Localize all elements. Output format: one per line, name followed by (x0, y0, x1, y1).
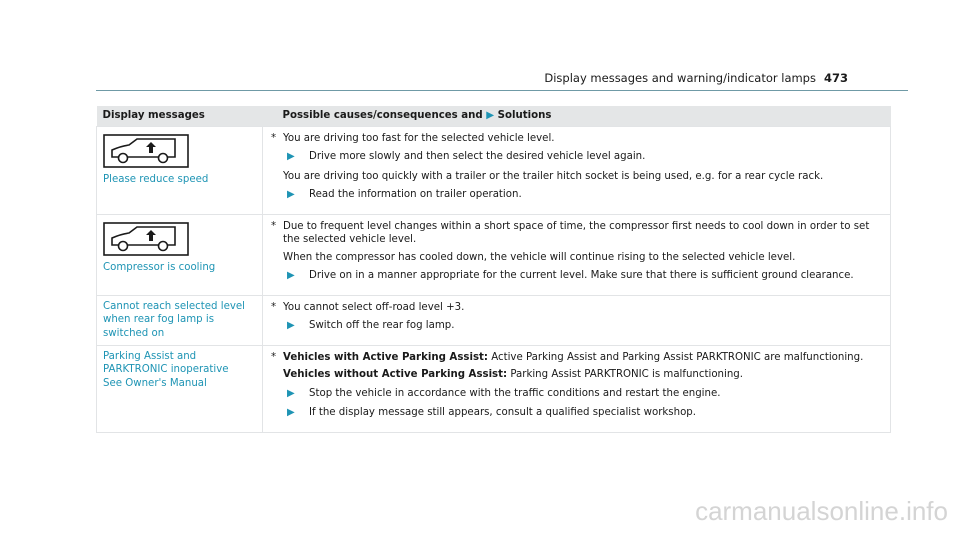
message-text: Please reduce speed (103, 174, 209, 185)
cause-label: Vehicles with Active Parking Assist: (283, 351, 488, 363)
arrow-icon: ▶ (287, 407, 295, 419)
cause-line (283, 170, 884, 183)
message-cell (97, 345, 263, 432)
causes-cell (263, 214, 891, 295)
message-text (103, 350, 256, 390)
cause-line (283, 368, 884, 381)
col-header-solutions-text: Solutions (497, 109, 552, 121)
cause-text: You are driving too fast for the selected vehicle level. (283, 133, 555, 144)
arrow-icon: ▶ (287, 320, 295, 332)
cause-line (271, 351, 884, 364)
arrow-icon: ▶ (486, 109, 495, 121)
header-rule (96, 90, 908, 91)
header-title: Display messages and warning/indicator lamps (544, 71, 816, 85)
message-line: See Owner's Manual (103, 377, 207, 389)
table-row (97, 295, 891, 345)
star-marker: * (271, 133, 277, 144)
page-header (544, 71, 848, 85)
action-text: If the display message still appears, consult a qualified specialist workshop. (309, 407, 697, 419)
col-header-messages: Display messages (97, 106, 263, 127)
action-line (283, 188, 884, 201)
causes-cell (263, 295, 891, 345)
table-row (97, 127, 891, 215)
page-number: 473 (823, 71, 848, 85)
display-messages-table (96, 106, 891, 433)
table-row (97, 214, 891, 295)
message-cell (97, 214, 263, 295)
action-line (283, 387, 884, 400)
cause-line (271, 220, 884, 247)
arrow-icon: ▶ (287, 387, 295, 399)
action-line (283, 319, 884, 332)
action-text: Drive on in a manner appropriate for the current level. Make sure that there is sufficient ground clearance. (309, 270, 854, 282)
message-line: Parking Assist and (103, 350, 197, 362)
action-line (283, 269, 884, 282)
cause-line (283, 251, 884, 264)
cause-line (271, 301, 884, 314)
message-cell (97, 127, 263, 215)
star-marker: * (271, 351, 277, 363)
message-cell (97, 295, 263, 345)
table-row (97, 345, 891, 432)
cause-label: Vehicles without Active Parking Assist: (283, 369, 508, 381)
cause-text: Due to frequent level changes within a short space of time, the compressor first needs to cool down in order to set the selected vehicle level. (283, 220, 870, 246)
col-header-causes (263, 106, 891, 127)
star-marker: * (271, 301, 277, 313)
action-line (283, 406, 884, 419)
table-header-row (97, 106, 891, 127)
action-text: Stop the vehicle in accordance with the traffic conditions and restart the engine. (309, 387, 721, 399)
cause-line (271, 132, 884, 145)
message-text: Compressor is cooling (103, 261, 216, 273)
causes-cell (263, 127, 891, 215)
action-line (283, 150, 884, 163)
arrow-icon: ▶ (287, 270, 295, 282)
col-header-causes-text: Possible causes/consequences and (282, 109, 483, 121)
vehicle-level-icon (103, 222, 189, 256)
cause-text: You are driving too quickly with a trailer or the trailer hitch socket is being used, e.g. for a rear cycle rack. (283, 170, 824, 182)
message-text: Cannot reach selected level when rear fog lamp is switched on (103, 300, 245, 339)
action-text: Switch off the rear fog lamp. (309, 320, 455, 332)
cause-text: You cannot select off-road level +3. (283, 301, 465, 313)
watermark: carmanualsonline.info (695, 496, 948, 526)
cause-text: Active Parking Assist and Parking Assist PARKTRONIC are malfunctioning. (491, 351, 864, 363)
cause-text: Parking Assist PARKTRONIC is malfunctioning. (510, 369, 743, 381)
arrow-icon: ▶ (287, 151, 295, 163)
star-marker: * (271, 220, 277, 232)
cause-text: When the compressor has cooled down, the vehicle will continue rising to the selected vehicle level. (283, 251, 796, 263)
causes-cell (263, 345, 891, 432)
vehicle-level-icon (103, 134, 189, 168)
action-text: Read the information on trailer operation. (309, 189, 522, 201)
action-text: Drive more slowly and then select the desired vehicle level again. (309, 151, 646, 163)
arrow-icon: ▶ (287, 189, 295, 201)
message-line: PARKTRONIC inoperative (103, 364, 229, 376)
